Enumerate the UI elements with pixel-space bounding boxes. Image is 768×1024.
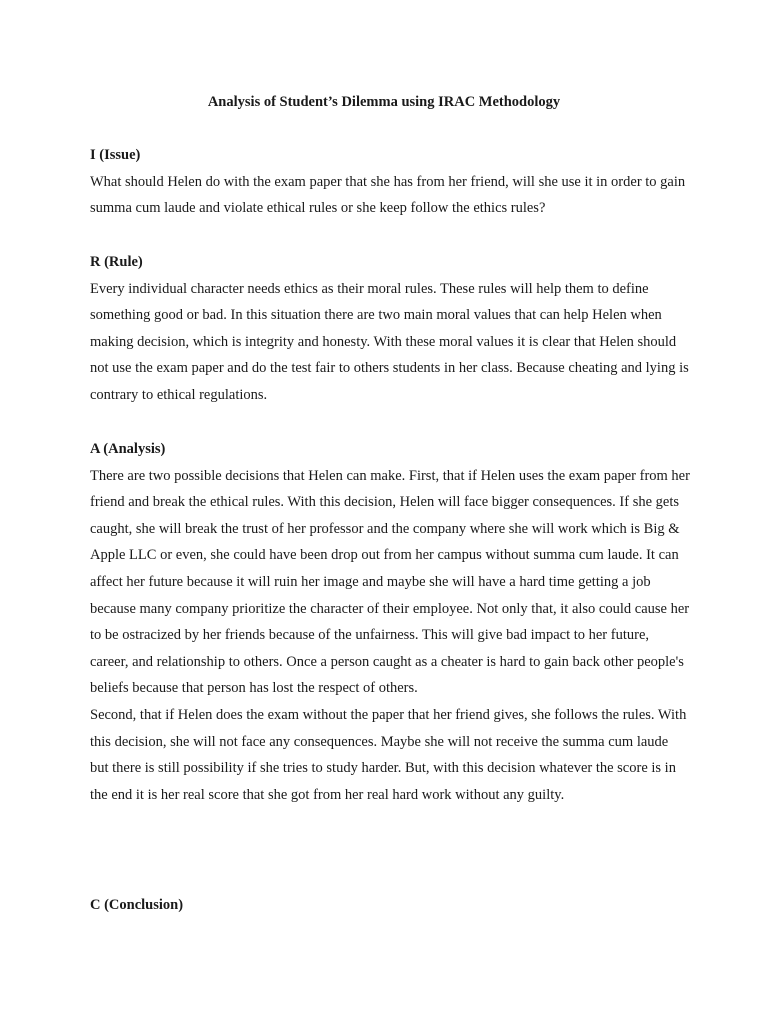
section-heading-analysis: A (Analysis) [90,441,166,457]
analysis-paragraph-first: There are two possible decisions that Helen can make. First, that if Helen uses the exam paper from her friend and break the ethical rules. With this decision, Helen will face bigger consequences. If she gets caught, she will break the trust of her professor and the company where she will work which is Big & Apple LLC or even, she could have been drop out from her campus without summa cum laude. It can affect her future because it will ruin her image and maybe she will have a hard time getting a job because many company prioritize the character of their employee. Not only that, it also could cause her to be ostracized by her friends because of the unfairness. This will give bad impact to her future, career, and relationship to others. Once a person caught as a cheater is hard to gain back other people's beliefs because that person has lost the respect of others. [90,467,690,697]
document-title: Analysis of Student’s Dilemma using IRAC Methodology [207,94,561,110]
section-heading-issue: I (Issue) [90,147,141,163]
section-conclusion [90,892,690,919]
rule-paragraph: Every individual character needs ethics as their moral rules. These rules will help them to define something good or bad. In this situation there are two main moral values that can help Helen when making decision, which is integrity and honesty. With these moral values it is clear that Helen should not use the exam paper and do the test fair to others students in her class. Because cheating and lying is contrary to ethical regulations. [90,280,689,403]
analysis-paragraph-second: Second, that if Helen does the exam without the paper that her friend gives, she follows the rules. With this decision, she will not face any consequences. Maybe she will not receive the summa cum laude but there is still possibility if she tries to study harder. But, with this decision whatever the score is in the end it is her real score that she got from her real hard work without any guilty. [90,706,687,803]
section-heading-conclusion: C (Conclusion) [90,897,184,913]
section-heading-rule: R (Rule) [90,254,143,270]
section-issue [90,142,690,222]
section-analysis [90,436,690,808]
issue-paragraph: What should Helen do with the exam paper that she has from her friend, will she use it in order to gain summa cum laude and violate ethical rules or she keep follow the ethics rules? [90,173,686,217]
section-rule [90,249,690,409]
